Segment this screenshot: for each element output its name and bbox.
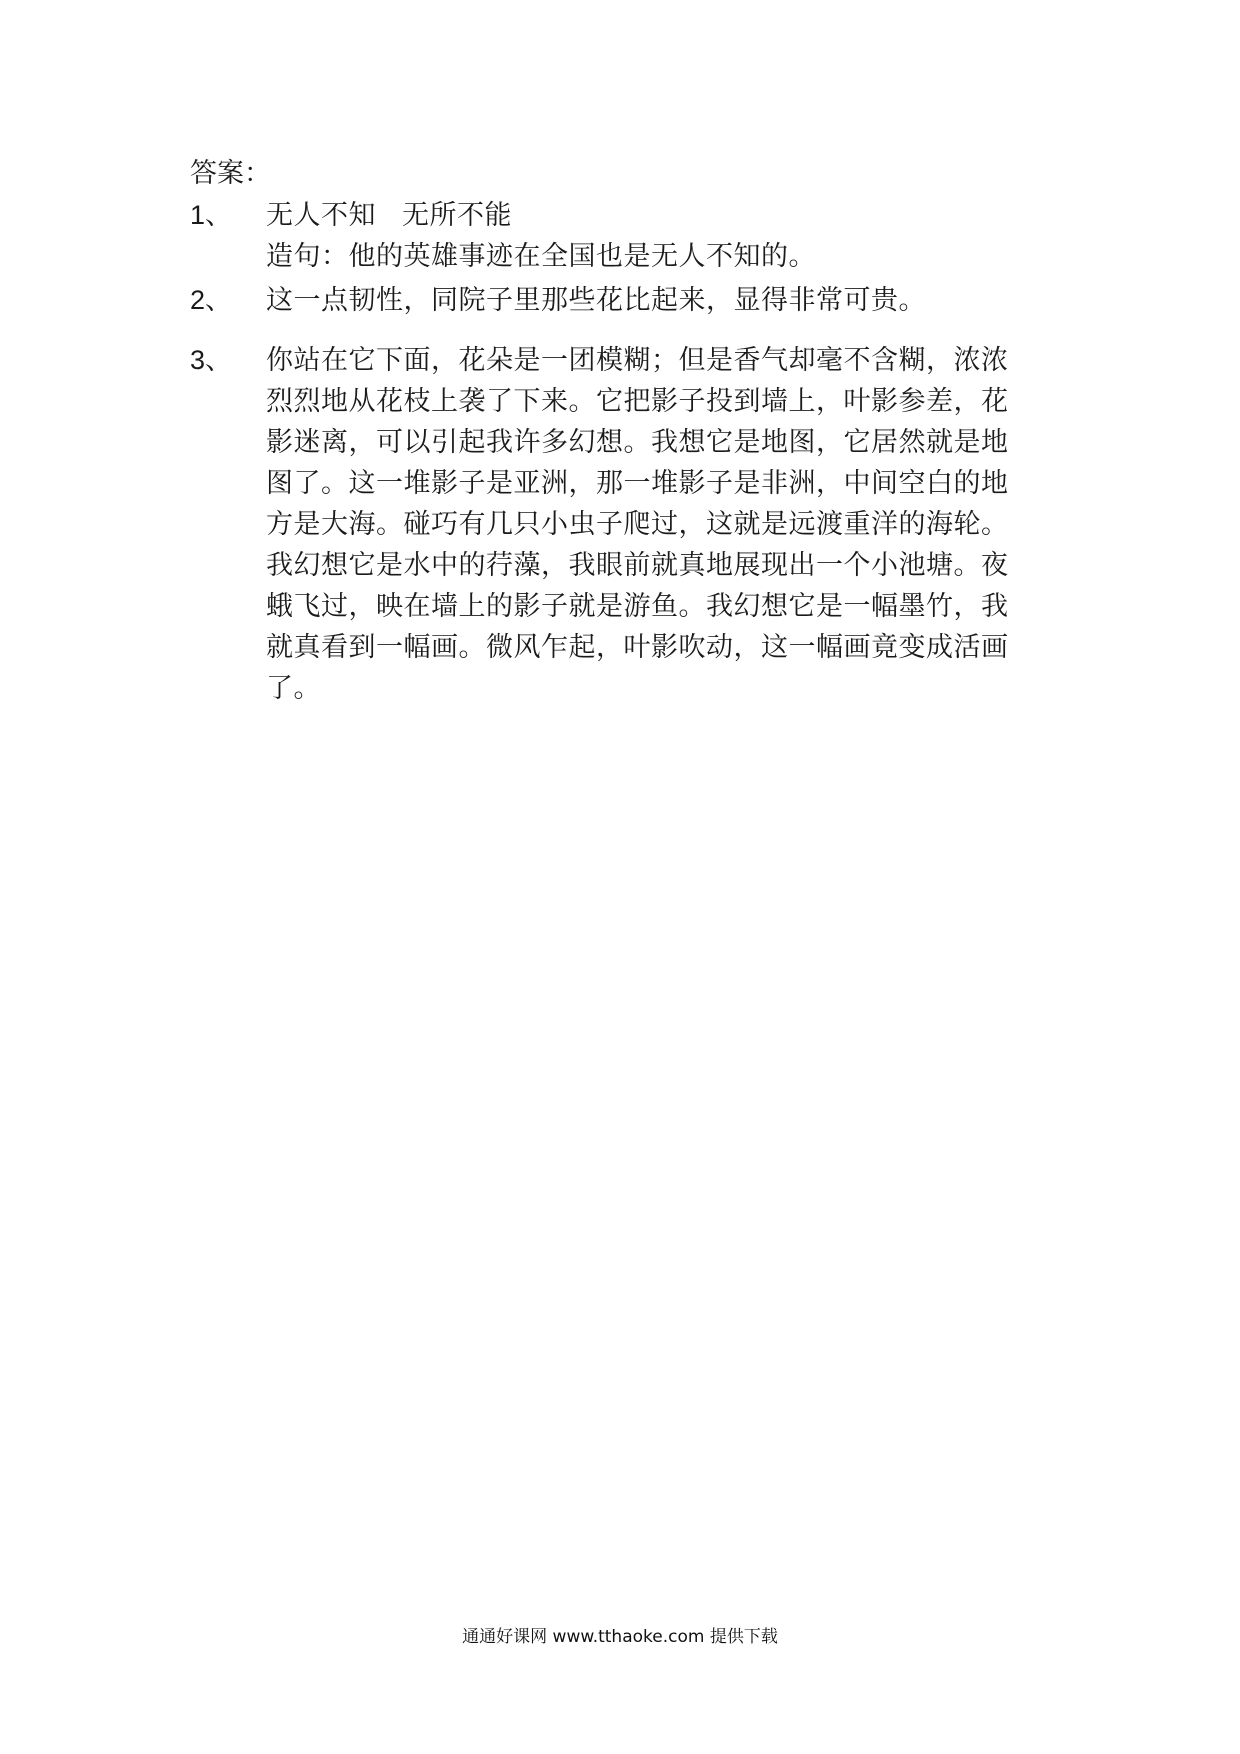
paragraph-line: 图了。这一堆影子是亚洲，那一堆影子是非洲，中间空白的地: [266, 468, 1009, 499]
item-body: [266, 340, 1060, 709]
paragraph-line: 影迷离，可以引起我许多幻想。我想它是地图，它居然就是地: [266, 427, 1009, 458]
answer-heading: 答案：: [190, 158, 271, 189]
word-answers: [266, 195, 1060, 236]
answer-item-1: [190, 195, 1060, 277]
answer-item-3: [190, 340, 1060, 709]
page-footer: 通通好课网 www.tthaoke.com 提供下载: [462, 1627, 778, 1647]
answer-item-2: [190, 280, 1060, 321]
answer-word-b: 无所不能: [402, 200, 512, 231]
example-sentence: 造句：他的英雄事迹在全国也是无人不知的。: [266, 241, 816, 272]
paragraph-line: 蛾飞过，映在墙上的影子就是游鱼。我幻想它是一幅墨竹，我: [266, 591, 1009, 622]
answer-word-a: 无人不知: [266, 200, 376, 231]
item-body: [266, 280, 1060, 321]
paragraph-line: 烈烈地从花枝上袭了下来。它把影子投到墙上，叶影参差，花: [266, 386, 1009, 417]
paragraph-line: 了。: [266, 673, 321, 704]
answer-text: 这一点韧性，同院子里那些花比起来，显得非常可贵。: [266, 285, 926, 316]
item-number: 2、: [190, 285, 233, 315]
item-number: 3、: [190, 345, 233, 375]
paragraph-line: 方是大海。碰巧有几只小虫子爬过，这就是远渡重洋的海轮。: [266, 509, 1009, 540]
paragraph-line: 就真看到一幅画。微风乍起，叶影吹动，这一幅画竟变成活画: [266, 632, 1009, 663]
item-body: [266, 195, 1060, 277]
paragraph-line: 你站在它下面，花朵是一团模糊；但是香气却毫不含糊，浓浓: [266, 345, 1009, 376]
paragraph-line: 我幻想它是水中的荇藻，我眼前就真地展现出一个小池塘。夜: [266, 550, 1009, 581]
item-number: 1、: [190, 200, 233, 230]
